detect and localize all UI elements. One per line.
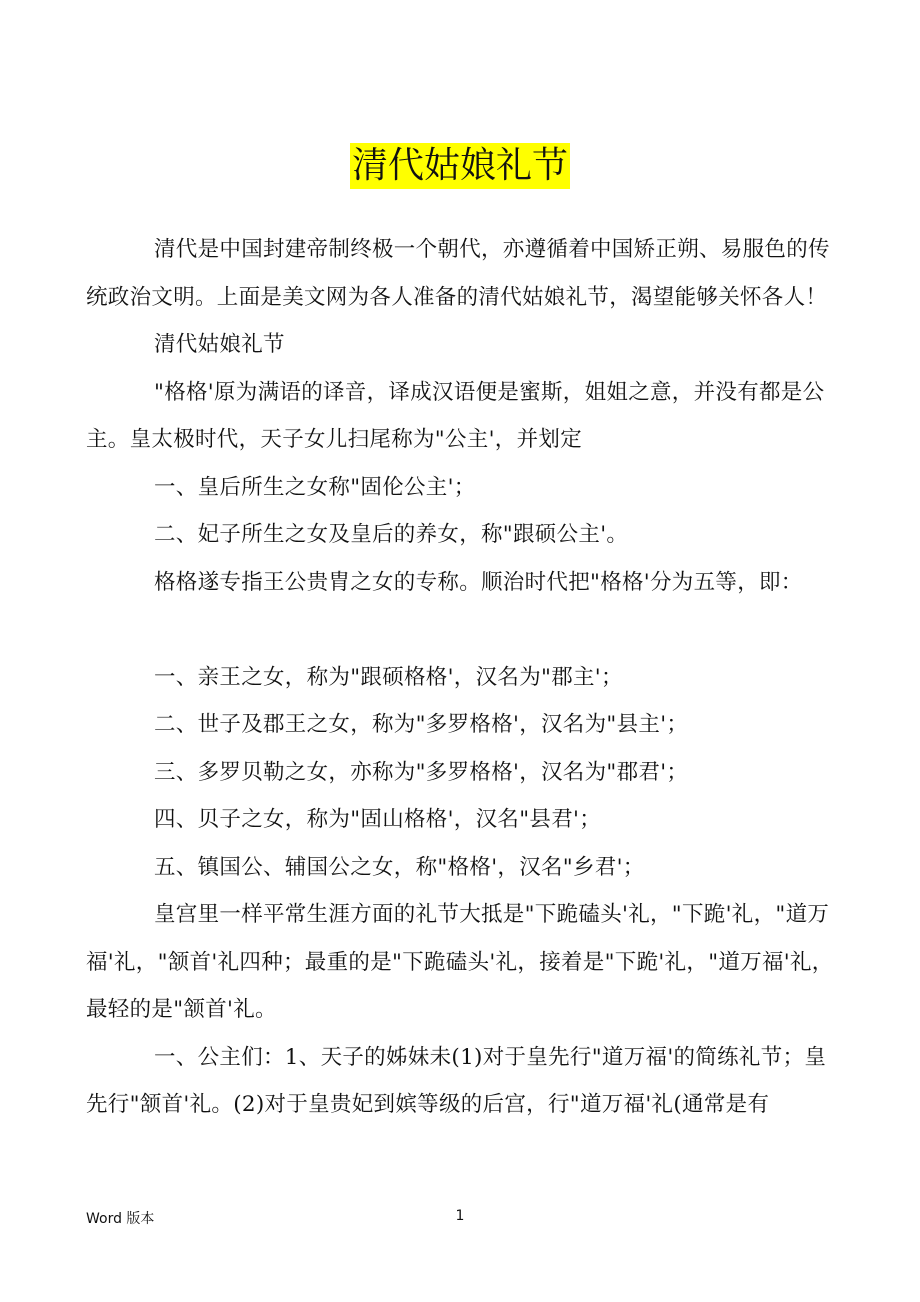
paragraph: 五、镇国公、辅国公之女，称"格格'，汉名"乡君'；: [154, 854, 645, 880]
page-number: 1: [455, 1208, 465, 1224]
paragraph: 清代是中国封建帝制终极一个朝代，亦遵循着中国矫正朔、易服色的传统政治文明。上面是美文网为各人准备的清代姑娘礼节，渴望能够关怀各人！: [86, 237, 830, 310]
paragraph: 二、妃子所生之女及皇后的养女，称"跟硕公主'。: [154, 522, 629, 547]
paragraph: "格格'原为满语的译音，译成汉语便是蜜斯，姐姐之意，并没有都是公主。皇太极时代，天子女儿扫尾称为"公主'，并划定: [86, 379, 825, 452]
paragraph: 一、公主们：1、天子的姊妹未(1)对于皇先行"道万福'的简练礼节；皇先行"颔首'礼。(2)对于皇贵妃到嫔等级的后宫，行"道万福'礼(通常是有: [86, 1044, 827, 1117]
document-title: 清代姑娘礼节: [350, 143, 570, 189]
paragraph: 一、亲王之女，称为"跟硕格格'，汉名为"郡主'；: [154, 664, 623, 690]
paragraph: 清代姑娘礼节: [154, 332, 285, 357]
title-container: [0, 143, 920, 189]
paragraph: 三、多罗贝勒之女，亦称为"多罗格格'，汉名为"郡君'；: [154, 759, 689, 785]
paragraph: 四、贝子之女，称为"固山格格'，汉名"县君'；: [154, 807, 602, 832]
paragraph: 二、世子及郡王之女，称为"多罗格格'，汉名为"县主'；: [154, 712, 689, 737]
paragraph: 格格遂专指王公贵胄之女的专称。顺治时代把"格格'分为五等，即：: [154, 569, 803, 595]
paragraph: 皇宫里一样平常生涯方面的礼节大抵是"下跪磕头'礼，"下跪'礼，"道万福'礼，"颔首'礼四种；最重的是"下跪磕头'礼，接着是"下跪'礼，"道万福'礼，最轻的是"颔首'礼。: [86, 902, 834, 1022]
paragraph: 一、皇后所生之女称"固伦公主'；: [154, 474, 476, 500]
document-body: [86, 226, 838, 1129]
blank-line: [86, 606, 838, 654]
footer-label: Word 版本: [86, 1211, 155, 1227]
